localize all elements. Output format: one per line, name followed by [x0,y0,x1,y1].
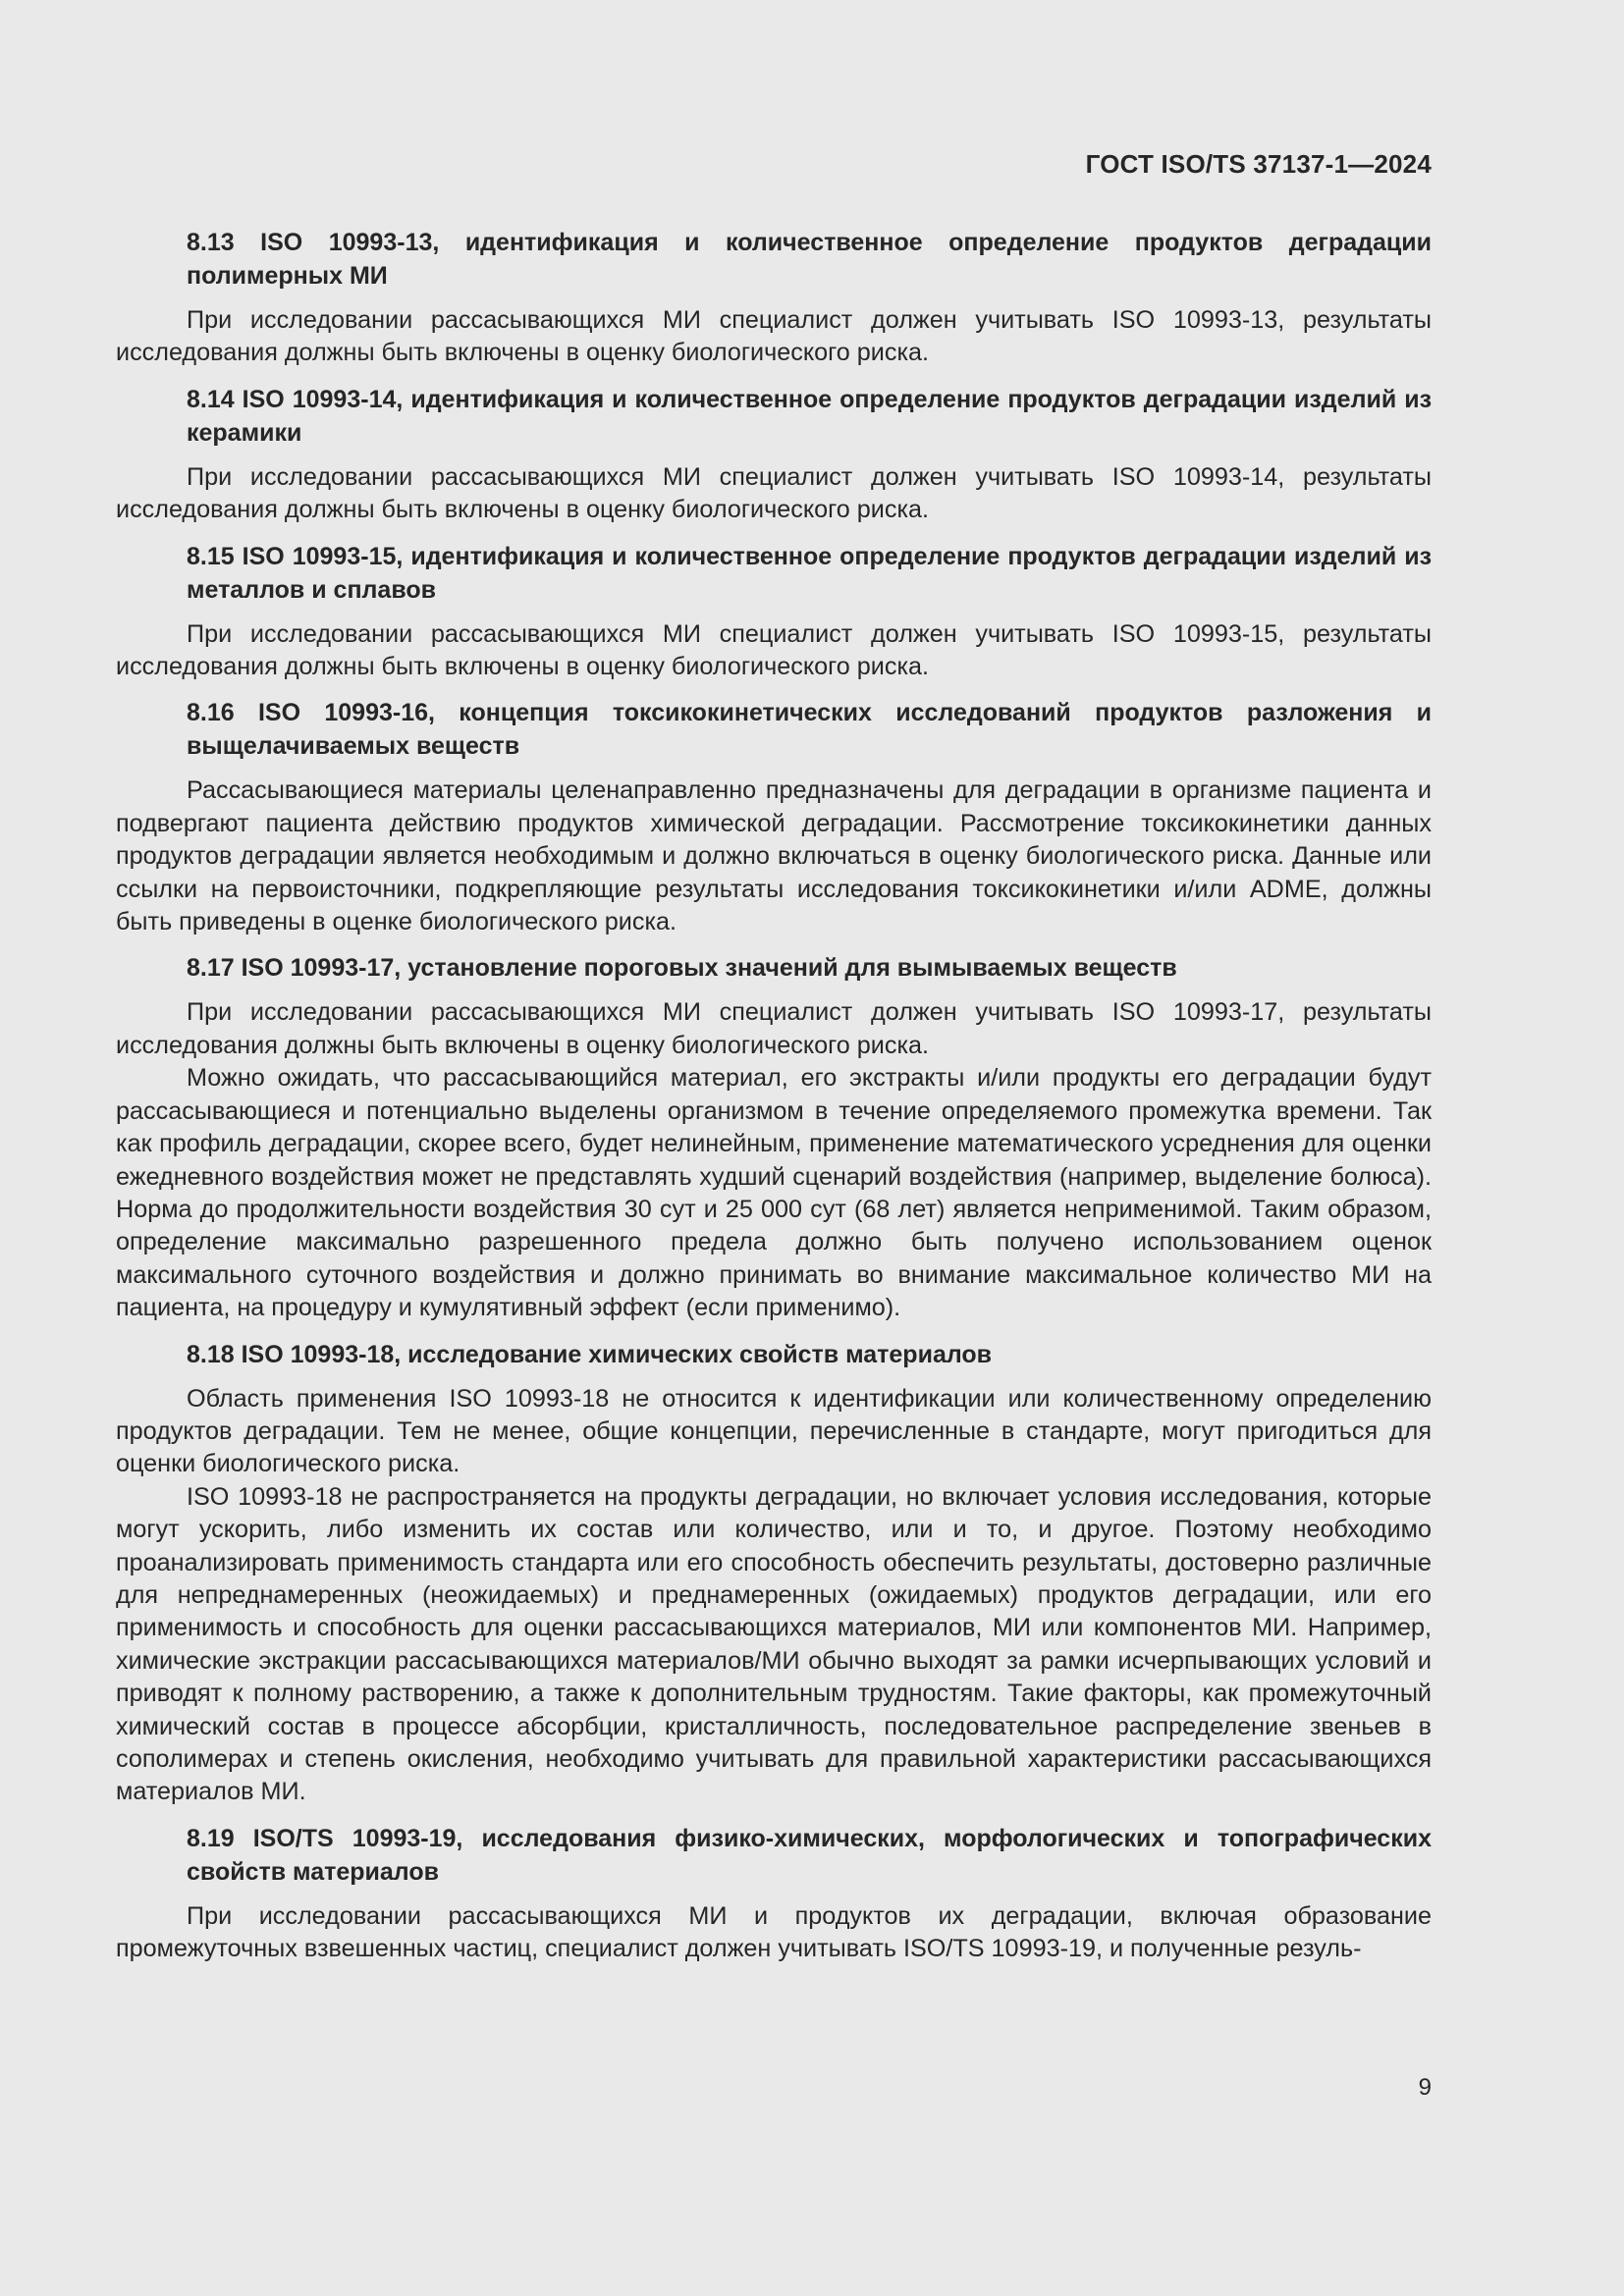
section-8-15 [116,540,1432,684]
document-id-header: ГОСТ ISO/TS 37137-1—2024 [1085,149,1432,179]
section-heading: 8.16 ISO 10993-16, концепция токсикокинетических исследований продуктов разложения и выщелачиваемых веществ [187,699,1432,761]
paragraph: При исследовании рассасывающихся МИ специалист должен учитывать ISO 10993-17, результаты исследования должны быть включены в оценку биологического риска. [116,998,1432,1059]
section-heading: 8.18 ISO 10993-18, исследование химических свойств материалов [187,1340,993,1368]
document-body [116,226,1432,1966]
paragraph: ISO 10993-18 не распространяется на продукты деградации, но включает условия исследования, которые могут ускорить, либо изменить их состав или количество, или и то, и другое. Поэтому необходимо проанализировать применимость стандарта или его способность обеспечить результаты, достоверно различные для непреднамеренных (неожидаемых) и преднамеренных (ожидаемых) продуктов деградации, или его применимость и способность для оценки рассасывающихся материалов, МИ или компонентов МИ. Например, химические экстракции рассасывающихся материалов/МИ обычно выходят за рамки исчерпывающих условий и приводят к полному растворению, а также к дополнительным трудностям. Такие факторы, как промежуточный химический состав в процессе абсорбции, кристалличность, последовательное распределение звеньев в сополимерах и степень окисления, необходимо учитывать для правильной характеристики рассасывающихся материалов МИ. [116,1482,1432,1806]
paragraph: При исследовании рассасывающихся МИ специалист должен учитывать ISO 10993-14, результаты исследования должны быть включены в оценку биологического риска. [116,462,1432,524]
section-8-17 [116,951,1432,1324]
section-heading: 8.17 ISO 10993-17, установление пороговых значений для вымываемых веществ [187,954,1177,983]
paragraph: При исследовании рассасывающихся МИ и продуктов их деградации, включая образование промежуточных взвешенных частиц, специалист должен учитывать ISO/TS 10993-19, и полученные резуль- [116,1901,1432,1963]
paragraph: Область применения ISO 10993-18 не относится к идентификации или количественному определению продуктов деградации. Тем не менее, общие концепции, перечисленные в стандарте, могут пригодиться для оценки биологического риска. [116,1384,1432,1478]
paragraph: Можно ожидать, что рассасывающийся материал, его экстракты и/или продукты его деградации будут рассасывающиеся и потенциально выделены организмом в течение определяемого промежутка времени. Так как профиль деградации, скорее всего, будет нелинейным, применение математического усреднения для оценки ежедневного воздействия может не представлять худший сценарий воздействия (например, выделение болюса). Норма до продолжительности воздействия 30 сут и 25 000 сут (68 лет) является неприменимой. Таким образом, определение максимально разрешенного предела должно быть получено использованием оценок максимального суточного воздействия и должно принимать во внимание максимальное количество МИ на пациента, на процедуру и кумулятивный эффект (если применимо). [116,1064,1432,1322]
section-8-18 [116,1338,1432,1809]
document-page [116,0,1432,2296]
section-8-14 [116,383,1432,527]
page-number: 9 [1418,2074,1432,2101]
section-heading: 8.14 ISO 10993-14, идентификация и количественное определение продуктов деградации изделий из керамики [187,385,1432,447]
paragraph: При исследовании рассасывающихся МИ специалист должен учитывать ISO 10993-15, результаты исследования должны быть включены в оценку биологического риска. [116,619,1432,681]
section-heading: 8.13 ISO 10993-13, идентификация и количественное определение продуктов деградации полимерных МИ [187,229,1432,290]
section-8-13 [116,226,1432,370]
paragraph: Рассасывающиеся материалы целенаправленно предназначены для деградации в организме пациента и подвергают пациента действию продуктов химической деградации. Рассмотрение токсикокинетики данных продуктов деградации является необходимым и должно включаться в оценку биологического риска. Данные или ссылки на первоисточники, подкрепляющие результаты исследования токсикокинетики и/или ADME, должны быть приведены в оценке биологического риска. [116,776,1432,936]
section-heading: 8.15 ISO 10993-15, идентификация и количественное определение продуктов деградации изделий из металлов и сплавов [187,542,1432,604]
section-heading: 8.19 ISO/TS 10993-19, исследования физико-химических, морфологических и топографических свойств материалов [187,1824,1432,1886]
section-8-19 [116,1822,1432,1966]
paragraph: При исследовании рассасывающихся МИ специалист должен учитывать ISO 10993-13, результаты исследования должны быть включены в оценку биологического риска. [116,306,1432,367]
section-8-16 [116,696,1432,938]
